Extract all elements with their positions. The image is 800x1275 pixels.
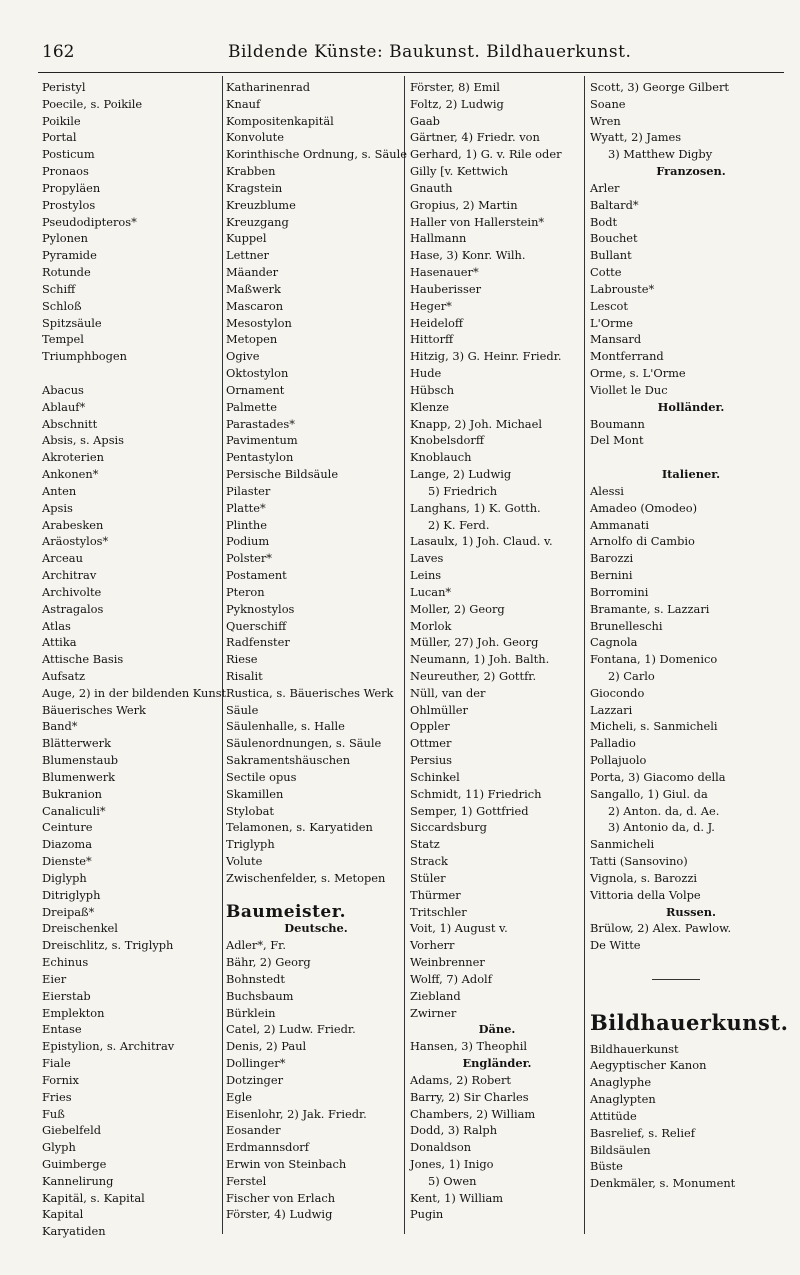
index-entry: Mascaron: [226, 298, 284, 313]
index-entry: Ottmer: [410, 736, 452, 751]
section-rule: [590, 971, 792, 988]
index-entry: Entase: [42, 1022, 82, 1037]
index-entry: Mäander: [226, 265, 279, 280]
index-entry: Katharinenrad: [226, 80, 311, 94]
index-entry: Orme, s. L'Orme: [590, 366, 686, 381]
index-entry: Guimberge: [42, 1157, 107, 1171]
spacer: [42, 365, 220, 382]
index-entry: Fries: [42, 1089, 72, 1104]
section-heading: Däne.: [478, 1022, 516, 1037]
section-heading: Deutsche.: [284, 921, 348, 936]
index-entry: Persius: [410, 753, 453, 768]
index-entry: Poecile, s. Poikile: [42, 96, 143, 111]
index-entry: Lucan*: [410, 584, 452, 599]
index-entry: Denis, 2) Paul: [226, 1039, 307, 1054]
index-entry: Anten: [42, 483, 77, 498]
index-entry: Dreipaß*: [42, 904, 95, 919]
index-entry: Gerhard, 1) G. v. Rile oder: [410, 147, 562, 162]
index-entry: Barry, 2) Sir Charles: [410, 1089, 529, 1104]
index-entry: Neureuther, 2) Gottfr.: [410, 668, 537, 683]
index-entry: Schinkel: [410, 769, 460, 784]
index-entry: Siccardsburg: [410, 820, 487, 835]
index-entry: Kragstein: [226, 180, 283, 195]
index-entry: Posticum: [42, 147, 95, 162]
index-entry: Vittoria della Volpe: [590, 887, 701, 902]
index-entry: Arnolfo di Cambio: [590, 534, 695, 549]
index-entry: Boumann: [590, 416, 645, 431]
index-entry: Architrav: [42, 568, 97, 583]
index-entry: Eosander: [226, 1123, 281, 1138]
index-entry: 2) Anton. da, d. Ae.: [608, 803, 720, 818]
index-entry: Bouchet: [590, 231, 638, 246]
index-entry: Catel, 2) Ludw. Friedr.: [226, 1022, 356, 1037]
index-entry: Strack: [410, 854, 448, 869]
index-entry: Förster, 8) Emil: [410, 80, 500, 94]
index-entry: Hauberisser: [410, 281, 482, 296]
index-entry: Del Mont: [590, 433, 644, 448]
index-entry: Fiale: [42, 1056, 71, 1071]
section-heading: Russen.: [665, 904, 717, 919]
spacer: [590, 449, 792, 466]
index-entry: Ferstel: [226, 1173, 267, 1188]
index-entry: Spitzsäule: [42, 315, 102, 330]
index-entry: Säulenhalle, s. Halle: [226, 719, 345, 734]
index-entry: Tatti (Sansovino): [590, 854, 688, 869]
index-entry: Kapital: [42, 1207, 84, 1222]
index-entry: Dreischenkel: [42, 921, 118, 936]
index-entry: Parastades*: [226, 416, 295, 431]
index-entry: Gaab: [410, 113, 440, 128]
index-entry: Scott, 3) George Gilbert: [590, 80, 729, 94]
index-entry: Borromini: [590, 584, 649, 599]
index-entry: Knoblauch: [410, 450, 472, 465]
index-entry: Dotzinger: [226, 1072, 284, 1087]
page-number: 162: [42, 42, 75, 62]
index-entry: Lettner: [226, 248, 269, 263]
index-entry: Pyramide: [42, 248, 97, 263]
index-entry: Pugin: [410, 1207, 444, 1222]
index-entry: Pentastylon: [226, 450, 294, 465]
index-entry: Ogive: [226, 349, 260, 364]
index-entry: Giebelfeld: [42, 1123, 102, 1138]
index-entry: Oktostylon: [226, 366, 289, 381]
index-entry: Glyph: [42, 1140, 76, 1155]
index-entry: Tritschler: [410, 904, 467, 919]
index-entry: Lescot: [590, 298, 628, 313]
index-entry: Karyatiden: [42, 1224, 106, 1239]
index-entry: Hübsch: [410, 382, 455, 397]
index-entry: Bullant: [590, 248, 632, 263]
index-entry: Lasaulx, 1) Joh. Claud. v.: [410, 534, 553, 549]
index-entry: Blätterwerk: [42, 736, 111, 751]
index-entry: Portal: [42, 130, 77, 145]
index-entry: Erdmannsdorf: [226, 1140, 309, 1155]
index-entry: Amadeo (Omodeo): [590, 500, 698, 515]
index-entry: Jones, 1) Inigo: [410, 1157, 494, 1171]
index-entry: 5) Friedrich: [428, 483, 498, 498]
index-entry: Persische Bildsäule: [226, 467, 339, 482]
index-entry: Hude: [410, 366, 442, 381]
index-entry: 2) Carlo: [608, 668, 655, 683]
index-entry: Buchsbaum: [226, 988, 294, 1003]
index-entry: Eisenlohr, 2) Jak. Friedr.: [226, 1106, 367, 1121]
index-entry: Kannelirung: [42, 1173, 114, 1188]
index-entry: Palmette: [226, 399, 278, 414]
index-entry: Fontana, 1) Domenico: [590, 652, 718, 667]
index-entry: Kapitäl, s. Kapital: [42, 1190, 145, 1205]
index-entry: Brülow, 2) Alex. Pawlow.: [590, 921, 732, 936]
index-entry: Aräostylos*: [42, 534, 109, 549]
index-entry: Hansen, 3) Theophil: [410, 1039, 527, 1054]
index-entry: Denkmäler, s. Monument: [590, 1176, 736, 1191]
index-entry: Mansard: [590, 332, 642, 347]
index-entry: Korinthische Ordnung, s. Säule: [226, 147, 407, 162]
index-entry: 3) Matthew Digby: [608, 147, 713, 162]
index-entry: Kent, 1) William: [410, 1190, 504, 1205]
index-entry: Schloß: [42, 298, 82, 313]
index-entry: Basrelief, s. Relief: [590, 1125, 695, 1140]
index-entry: Leins: [410, 568, 442, 583]
index-entry: Hase, 3) Konr. Wilh.: [410, 248, 526, 263]
section-heading: Franzosen.: [656, 164, 726, 179]
index-entry: Bernini: [590, 568, 633, 583]
index-entry: Risalit: [226, 668, 263, 683]
index-entry: Adams, 2) Robert: [410, 1072, 511, 1087]
index-entry: Polster*: [226, 551, 273, 566]
index-entry: Gropius, 2) Martin: [410, 197, 518, 212]
index-entry: Anaglypten: [590, 1092, 656, 1107]
index-entry: Pseudodipteros*: [42, 214, 137, 229]
index-entry: Pollajuolo: [590, 753, 647, 768]
index-entry: Kreuzblume: [226, 197, 296, 212]
index-entry: Hitzig, 3) G. Heinr. Friedr.: [410, 349, 562, 364]
index-entry: Heger*: [410, 298, 452, 313]
index-entry: Eierstab: [42, 988, 91, 1003]
index-entry: Giocondo: [590, 685, 645, 700]
index-entry: Brunelleschi: [590, 618, 663, 633]
index-entry: De Witte: [590, 938, 641, 953]
index-entry: L'Orme: [590, 315, 634, 330]
index-entry: Nüll, van der: [410, 685, 486, 700]
index-entry: Auge, 2) in der bildenden Kunst: [42, 685, 227, 700]
index-entry: 3) Antonio da, d. J.: [608, 820, 715, 835]
index-entry: Porta, 3) Giacomo della: [590, 769, 726, 784]
index-entry: Soane: [590, 96, 626, 111]
column-divider: [584, 76, 585, 1234]
index-entry: Diglyph: [42, 870, 87, 885]
index-entry: Prostylos: [42, 197, 96, 212]
index-entry: Wren: [590, 113, 621, 128]
index-entry: Barozzi: [590, 551, 634, 566]
index-entry: Pilaster: [226, 483, 271, 498]
index-entry: Ziebland: [410, 988, 461, 1003]
index-entry: Volute: [226, 854, 263, 869]
index-entry: Knapp, 2) Joh. Michael: [410, 416, 542, 431]
index-entry: Adler*, Fr.: [226, 938, 287, 953]
index-entry: Heideloff: [410, 315, 463, 330]
index-entry: Anaglyphe: [590, 1075, 652, 1090]
index-entry: Ceinture: [42, 820, 93, 835]
index-entry: Alessi: [590, 483, 624, 498]
index-entry: Rotunde: [42, 265, 91, 280]
index-entry: Pteron: [226, 584, 265, 599]
index-entry: Skamillen: [226, 786, 284, 801]
spacer: [590, 954, 792, 971]
index-entry: Laves: [410, 551, 444, 566]
section-heading: Italiener.: [661, 467, 721, 482]
index-entry: Pronaos: [42, 164, 89, 179]
index-entry: Fornix: [42, 1072, 79, 1087]
index-entry: Diazoma: [42, 837, 93, 852]
index-entry: Apsis: [42, 500, 73, 515]
index-entry: Radfenster: [226, 635, 290, 650]
index-entry: Blumenwerk: [42, 769, 116, 784]
index-entry: Mesostylon: [226, 315, 292, 330]
column-3: [410, 79, 584, 1239]
index-entry: Plinthe: [226, 517, 267, 532]
index-entry: Blumenstaub: [42, 753, 119, 768]
index-entry: Donaldson: [410, 1140, 472, 1155]
index-entry: Krabben: [226, 164, 276, 179]
index-entry: Moller, 2) Georg: [410, 601, 505, 616]
index-entry: Lazzari: [590, 702, 633, 717]
index-entry: Triglyph: [226, 837, 275, 852]
index-entry: Palladio: [590, 736, 636, 751]
index-entry: Ditriglyph: [42, 887, 101, 902]
index-entry: Statz: [410, 837, 440, 852]
index-entry: Fuß: [42, 1106, 65, 1121]
index-entry: Haller von Hallerstein*: [410, 214, 545, 229]
index-entry: Riese: [226, 652, 258, 667]
index-entry: Absis, s. Apsis: [42, 433, 125, 448]
index-entry: Erwin von Steinbach: [226, 1157, 347, 1171]
index-entry: Kuppel: [226, 231, 267, 246]
index-entry: Archivolte: [42, 584, 102, 599]
index-entry: Echinus: [42, 955, 89, 970]
index-entry: Büste: [590, 1159, 623, 1174]
index-entry: Schiff: [42, 281, 76, 296]
index-entry: Knauf: [226, 96, 261, 111]
index-entry: Telamonen, s. Karyatiden: [226, 820, 373, 835]
index-entry: Epistylion, s. Architrav: [42, 1039, 175, 1054]
page-header: [38, 34, 788, 74]
index-entry: Eier: [42, 971, 67, 986]
index-entry: Bildhauerkunst: [590, 1041, 679, 1056]
index-entry: Aufsatz: [42, 668, 85, 683]
index-entry: Morlok: [410, 618, 452, 633]
index-entry: Wyatt, 2) James: [590, 130, 682, 145]
index-entry: Micheli, s. Sanmicheli: [590, 719, 718, 734]
running-head: Bildende Künste: Baukunst. Bildhauerkunst.: [228, 42, 632, 62]
index-entry: Bramante, s. Lazzari: [590, 601, 710, 616]
index-entry: Poikile: [42, 113, 81, 128]
index-entry: Canaliculi*: [42, 803, 106, 818]
index-entry: Foltz, 2) Ludwig: [410, 96, 504, 111]
section-heading: Baumeister.: [226, 901, 347, 922]
index-entry: Bähr, 2) Georg: [226, 955, 311, 970]
index-entry: Säulenordnungen, s. Säule: [226, 736, 382, 751]
index-entry: Knobelsdorff: [410, 433, 484, 448]
index-entry: Egle: [226, 1089, 252, 1104]
index-entry: Atlas: [42, 618, 71, 633]
index-entry: Gärtner, 4) Friedr. von: [410, 130, 540, 145]
index-entry: Stylobat: [226, 803, 274, 818]
index-entry: Akroterien: [42, 450, 104, 465]
index-entry: Thürmer: [410, 887, 461, 902]
column-1: [42, 79, 227, 1239]
index-entry: Ornament: [226, 382, 285, 397]
index-entry: Schmidt, 11) Friedrich: [410, 786, 542, 801]
index-entry: Ammanati: [590, 517, 649, 532]
index-entry: Bukranion: [42, 786, 103, 801]
column-2: [226, 79, 406, 1239]
index-entry: Bürklein: [226, 1005, 276, 1020]
index-entry: Sanmicheli: [590, 837, 655, 852]
index-entry: Kompositenkapitäl: [226, 113, 334, 128]
index-entry: Ankonen*: [42, 467, 99, 482]
header-rule: [38, 72, 784, 73]
index-entry: Pyknostylos: [226, 601, 295, 616]
index-entry: Arler: [590, 180, 620, 195]
index-entry: Ohlmüller: [410, 702, 468, 717]
index-entry: Metopen: [226, 332, 278, 347]
index-entry: Weinbrenner: [410, 955, 485, 970]
index-entry: Konvolute: [226, 130, 284, 145]
index-entry: Förster, 4) Ludwig: [226, 1207, 333, 1222]
index-entry: Klenze: [410, 399, 449, 414]
index-entry: Cotte: [590, 265, 622, 280]
index-entry: Postament: [226, 568, 287, 583]
index-entry: Hasenauer*: [410, 265, 479, 280]
index-entry: Ablauf*: [42, 399, 86, 414]
column-divider: [222, 76, 223, 1234]
index-entry: Wolff, 7) Adolf: [410, 971, 492, 986]
index-entry: Chambers, 2) William: [410, 1106, 536, 1121]
index-entry: Pylonen: [42, 231, 89, 246]
spacer: [590, 988, 792, 1005]
index-entry: Attitüde: [590, 1108, 637, 1123]
index-entry: Bildsäulen: [590, 1142, 651, 1157]
index-entry: Dodd, 3) Ralph: [410, 1123, 498, 1138]
index-entry: Dreischlitz, s. Triglyph: [42, 938, 174, 953]
index-entry: Oppler: [410, 719, 450, 734]
section-title: Bildhauerkunst.: [590, 1009, 789, 1035]
column-4: [590, 79, 792, 1239]
index-entry: Gilly [v. Kettwich: [410, 164, 509, 179]
index-entry: Lange, 2) Ludwig: [410, 467, 512, 482]
index-entry: Sakramentshäuschen: [226, 753, 351, 768]
index-entry: Bodt: [590, 214, 618, 229]
index-entry: Säule: [226, 702, 259, 717]
index-entry: Sangallo, 1) Giul. da: [590, 786, 708, 801]
index-entry: Peristyl: [42, 80, 86, 94]
index-entry: Viollet le Duc: [590, 382, 668, 397]
index-entry: Dienste*: [42, 854, 92, 869]
index-entry: Müller, 27) Joh. Georg: [410, 635, 539, 650]
index-entry: Baltard*: [590, 197, 639, 212]
index-entry: Attika: [42, 635, 77, 650]
index-entry: Abacus: [42, 382, 84, 397]
index-entry: Podium: [226, 534, 270, 549]
index-entry: Vorherr: [410, 938, 455, 953]
index-entry: Maßwerk: [226, 281, 281, 296]
index-entry: Fischer von Erlach: [226, 1190, 336, 1205]
section-heading: Holländer.: [657, 399, 725, 414]
index-entry: Sectile opus: [226, 769, 297, 784]
index-entry: Arabesken: [42, 517, 104, 532]
index-entry: Semper, 1) Gottfried: [410, 803, 529, 818]
index-entry: Bäuerisches Werk: [42, 702, 146, 717]
index-entry: Zwirner: [410, 1005, 457, 1020]
index-entry: Voit, 1) August v.: [410, 921, 508, 936]
index-entry: Propyläen: [42, 180, 101, 195]
index-entry: Hittorff: [410, 332, 454, 347]
index-entry: Band*: [42, 719, 78, 734]
index-entry: Attische Basis: [42, 652, 124, 667]
index-entry: Cagnola: [590, 635, 638, 650]
index-entry: Labrouste*: [590, 281, 655, 296]
index-entry: Rustica, s. Bäuerisches Werk: [226, 685, 394, 700]
index-entry: Platte*: [226, 500, 266, 515]
index-entry: Stüler: [410, 870, 446, 885]
index-entry: Astragalos: [42, 601, 104, 616]
index-entry: Bohnstedt: [226, 971, 285, 986]
index-entry: Kreuzgang: [226, 214, 289, 229]
index-entry: Vignola, s. Barozzi: [590, 870, 698, 885]
index-entry: Triumphbogen: [42, 349, 127, 364]
index-entry: Dollinger*: [226, 1056, 286, 1071]
index-entry: Montferrand: [590, 349, 664, 364]
index-entry: Arceau: [42, 551, 83, 566]
index-entry: Zwischenfelder, s. Metopen: [226, 870, 386, 885]
index-entry: Gnauth: [410, 180, 453, 195]
index-entry: Aegyptischer Kanon: [590, 1058, 707, 1073]
index-entry: 5) Owen: [428, 1173, 477, 1188]
index-entry: Emplekton: [42, 1005, 105, 1020]
index-entry: Tempel: [42, 332, 84, 347]
index-entry: Abschnitt: [42, 416, 98, 431]
section-heading: Engländer.: [462, 1056, 532, 1071]
index-entry: Querschiff: [226, 618, 287, 633]
index-entry: Neumann, 1) Joh. Balth.: [410, 652, 550, 667]
index-entry: Pavimentum: [226, 433, 298, 448]
index-entry: Hallmann: [410, 231, 467, 246]
index-entry: 2) K. Ferd.: [428, 517, 490, 532]
index-entry: Langhans, 1) K. Gotth.: [410, 500, 541, 515]
